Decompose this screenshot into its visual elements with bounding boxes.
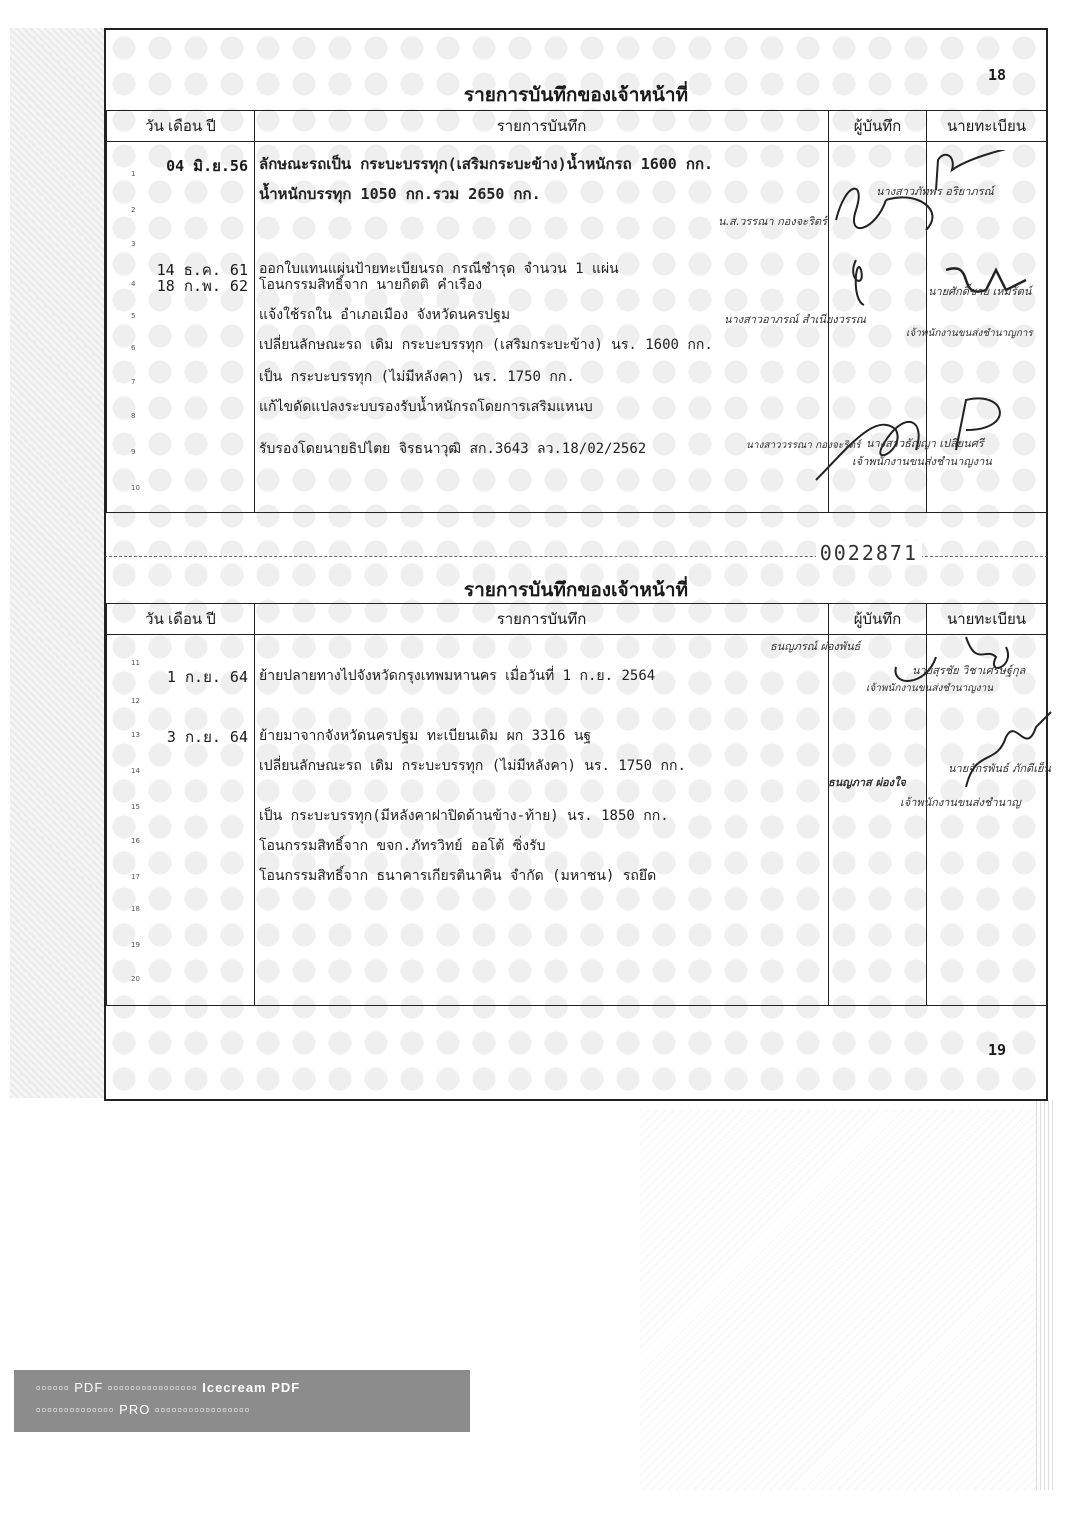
entry-note: น้ำหนักบรรทุก 1050 กก.รวม 2650 กก. [259,185,541,203]
line-number: 13 [131,731,140,739]
entry-date: 18 ก.พ. 62 [156,277,248,295]
entry-note: ย้ายปลายทางไปจังหวัดกรุงเทพมหานคร เมื่อวันที่ 1 ก.ย. 2564 [259,668,656,684]
section-title-1: รายการบันทึกของเจ้าหน้าที่ [463,84,689,106]
watermark-text: ▫▫▫▫▫▫ PDF ▫▫▫▫▫▫▫▫▫▫▫▫▫▫▫▫ [36,1380,198,1395]
registrar-signature-name: นายจักรพันธ์ ภักดีเย็น [948,762,1051,775]
entry-note: ลักษณะรถเป็น กระบะบรรทุก(เสริมกระบะข้าง)น้ำหนักรถ 1600 กก. [259,155,714,173]
line-number: 19 [131,941,140,949]
watermark-text: ▫▫▫▫▫▫▫▫▫▫▫▫▫▫▫▫▫ [154,1402,251,1417]
watermark-text: ▫▫▫▫▫▫▫▫▫▫▫▫▫▫ [36,1402,115,1417]
entry-note: เปลี่ยนลักษณะรถ เดิม กระบะบรรทุก (เสริมกระบะข้าง) นร. 1600 กก. [259,337,713,353]
line-number: 9 [131,448,136,456]
line-number: 4 [131,280,136,288]
page-number-top: 18 [987,66,1006,84]
entry-note: แก้ไขดัดแปลงระบบรองรับน้ำหนักรถโดยการเสริมแหนบ [259,399,593,415]
registrar-title: เจ้าพนักงานขนส่งชำนาญงาน [866,683,994,694]
log-sheet-page-18 [104,28,1048,558]
line-number: 8 [131,412,136,420]
line-number: 20 [131,975,140,983]
entry-note: โอนกรรมสิทธิ์จาก ขจก.ภัทรวิทย์ ออโต้ ซิ่งรับ [259,838,546,854]
line-number: 7 [131,378,136,386]
entry-note: รับรองโดยนายธิปไตย จิรธนาวุฒิ สก.3643 ลว.18/02/2562 [259,441,647,457]
page-number-bottom: 19 [987,1041,1006,1059]
watermark-pro: PRO [119,1402,151,1417]
registrar-title: เจ้าพนักงานขนส่งชำนาญ [900,796,1021,809]
registrar-title: เจ้าพนักงานขนส่งชำนาญงาน [852,455,992,468]
entry-note: แจ้งใช้รถใน อำเภอเมือง จังหวัดนครปฐม [259,307,511,323]
date-column-2 [107,635,255,1006]
pdf-watermark-banner [14,1370,470,1432]
line-number: 11 [131,659,140,667]
entry-date: 1 ก.ย. 64 [166,668,248,686]
line-number: 16 [131,837,140,845]
entry-note: โอนกรรมสิทธิ์จาก นายกิตติ คำเรือง [259,277,483,293]
date-column-1 [107,142,255,513]
header-date: วัน เดือน ปี [107,604,255,635]
entry-note: ออกใบแทนแผ่นป้ายทะเบียนรถ กรณีชำรุด จำนวน 1 แผ่น [259,261,619,277]
registrar-signature-name: นางสาวธัญญา เปลี่ยนศรี [866,437,984,450]
line-number: 17 [131,873,140,881]
note-column-2 [255,635,829,1006]
recorder-signature-name: นางสาวภัทพร อริยาภรณ์ [876,185,994,198]
registrar-signature-name: นายสุรชัย วิชาเศรษฐ์กุล [912,664,1026,677]
recorder-signature-name: นางสาวอาภรณ์ สำเนียงวรรณ [724,313,866,326]
line-number: 18 [131,905,140,913]
registrar-title: เจ้าพนักงานขนส่งชำนาญการ [906,328,1033,339]
entry-note: เป็น กระบะบรรทุก(มีหลังคาฝาปิดด้านข้าง-ท้าย) นร. 1850 กก. [259,808,669,824]
line-number: 14 [131,767,140,775]
recorder-signature-name: น.ส.วรรณา กองจะริตร์ [718,215,828,228]
log-sheet-page-19 [104,541,1051,1101]
recorder-signature-name: ธนญภาส ผ่องใจ [828,776,906,789]
header-note: รายการบันทึก [255,604,829,635]
signature-scribble [826,150,1036,260]
header-recorder: ผู้บันทึก [829,111,927,142]
entry-date: 04 มิ.ย.56 [166,157,248,175]
header-registrar: นายทะเบียน [927,604,1047,635]
entry-note: ย้ายมาจากจังหวัดนครปฐม ทะเบียนเดิม ผก 3316 นฐ [259,728,592,744]
entry-note: เปลี่ยนลักษณะรถ เดิม กระบะบรรทุก (ไม่มีหลังคา) นร. 1750 กก. [259,758,686,774]
line-number: 2 [131,206,136,214]
recorder-signature-name: ธนญภรณ์ ผ่องพันธ์ [770,640,861,653]
scan-edge-shadow [10,28,106,1098]
line-number: 1 [131,170,136,178]
signature-scribble [956,707,1056,797]
recorder-signature-name: นางสาววรรณา กองจะริตร์ [746,440,861,451]
registrar-signature-name: นายศักดิ์ชาย เหมรัตน์ [928,285,1032,298]
line-number: 6 [131,344,136,352]
line-number: 3 [131,240,136,248]
scan-speckle [640,1110,1040,1490]
document-serial-number: 0022871 [816,541,922,565]
entry-date: 14 ธ.ค. 61 [156,261,248,279]
line-number: 5 [131,312,136,320]
entry-note: โอนกรรมสิทธิ์จาก ธนาคารเกียรตินาคิน จำกัด (มหาชน) รถยึด [259,868,657,884]
header-registrar: นายทะเบียน [927,111,1047,142]
header-note: รายการบันทึก [255,111,829,142]
section-title-2: รายการบันทึกของเจ้าหน้าที่ [463,579,689,601]
header-recorder: ผู้บันทึก [829,604,927,635]
scan-edge-lines [1036,1100,1054,1490]
entry-note: เป็น กระบะบรรทุก (ไม่มีหลังคา) นร. 1750 กก. [259,369,575,385]
watermark-brand: Icecream PDF [202,1380,301,1395]
line-number: 12 [131,697,140,705]
entry-date: 3 ก.ย. 64 [166,728,248,746]
line-number: 10 [131,484,140,492]
line-number: 15 [131,803,140,811]
header-date: วัน เดือน ปี [107,111,255,142]
